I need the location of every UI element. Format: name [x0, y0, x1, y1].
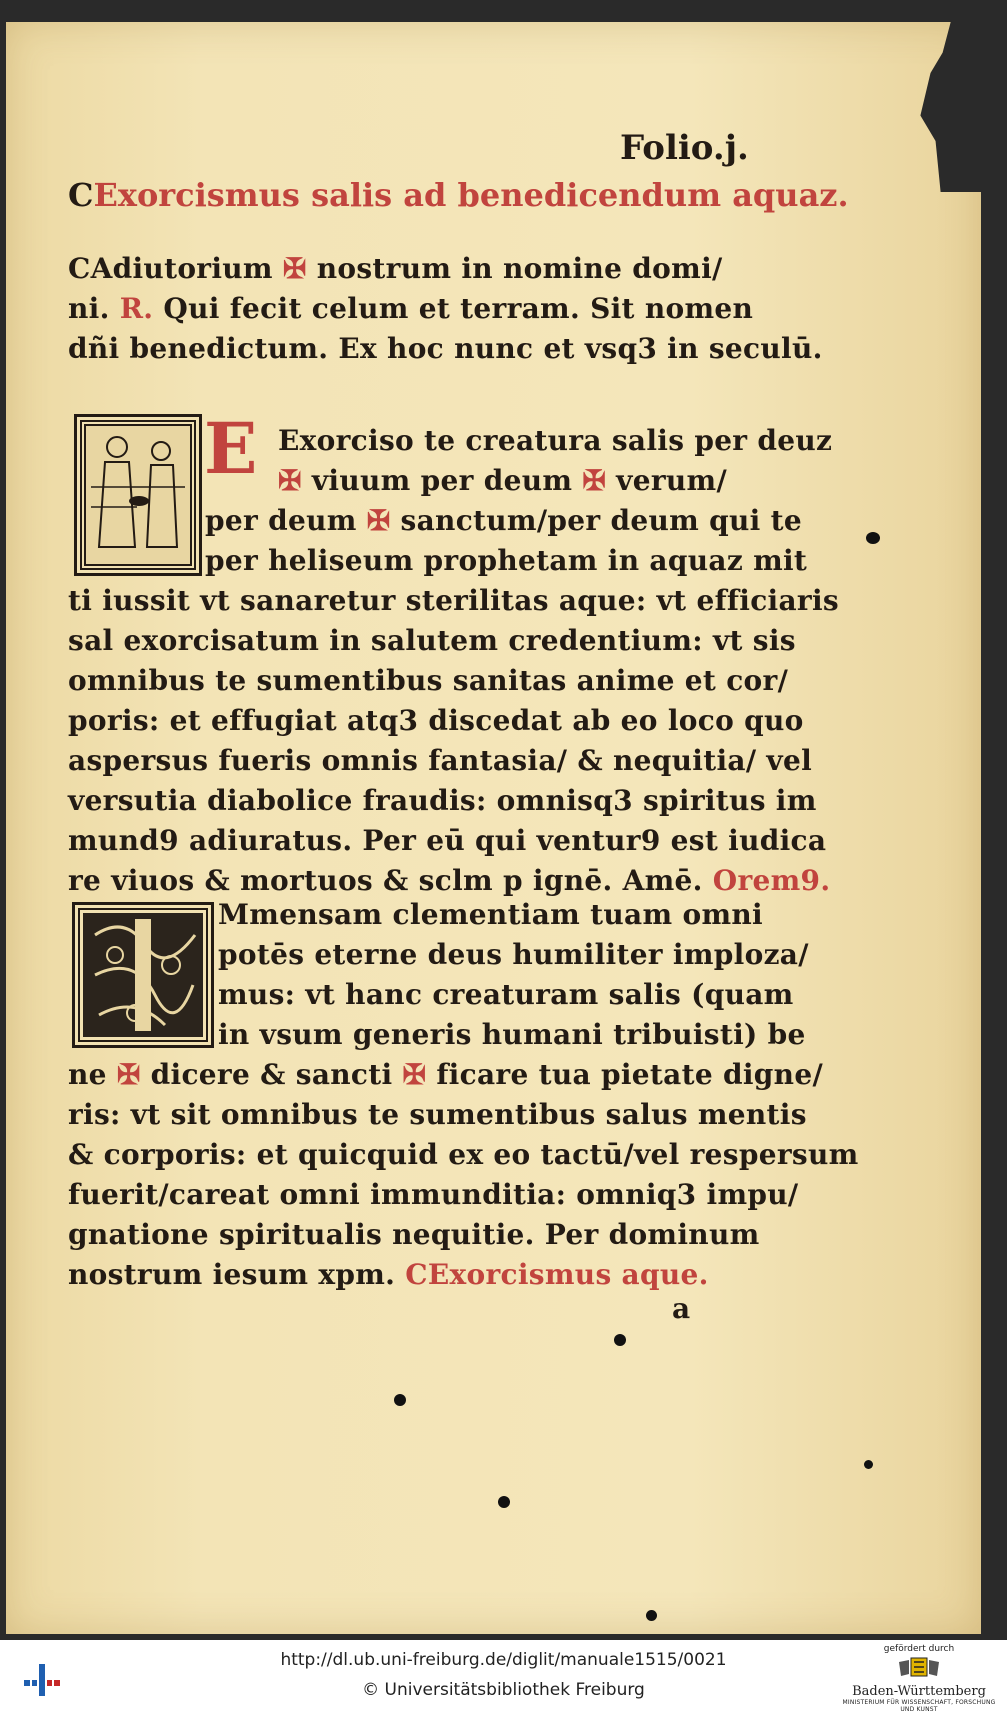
text-line: per heliseum prophetam in aquaz mit [205, 544, 808, 577]
text-line: & corporis: et quicquid ex eo tactū/vel respersum [68, 1138, 859, 1171]
initial-e: E [204, 407, 258, 490]
text-line: in vsum generis humani tribuisti) be [218, 1018, 806, 1051]
text-line: sal exorcisatum in salutem credentium: vt sis [68, 624, 796, 657]
sponsor-name: Baden-Württemberg [852, 1684, 986, 1699]
text-line: ✠ viuum per deum ✠ verum/ [278, 464, 727, 497]
pilcrow: C [68, 176, 94, 214]
text-line: poris: et effugiat atq3 discedat ab eo loco quo [68, 704, 804, 737]
text-line: ris: vt sit omnibus te sumentibus salus mentis [68, 1098, 807, 1131]
sponsor-ministry: MINISTERIUM FÜR WISSENSCHAFT, FORSCHUNG UND KUNST [842, 1699, 996, 1713]
woodcut-figures-icon [77, 417, 199, 573]
text-line: CAdiutorium ✠ nostrum in nomine domi/ [68, 252, 723, 285]
permalink-url[interactable]: http://dl.ub.uni-freiburg.de/diglit/manuale1515/0021 [280, 1650, 727, 1670]
sponsor-logo [839, 1644, 999, 1713]
ink-speck [646, 1610, 657, 1621]
ink-speck [864, 1460, 873, 1469]
woodcut-initial-i [72, 902, 214, 1048]
text-line: mus: vt hanc creaturam salis (quam [218, 978, 794, 1011]
text-line: gnatione spiritualis nequitie. Per dominum [68, 1218, 760, 1251]
text-line: dñi benedictum. Ex hoc nunc et vsq3 in seculū. [68, 332, 823, 365]
text-line: potēs eterne deus humiliter imploza/ [218, 938, 809, 971]
text-line: omnibus te sumentibus sanitas anime et cor/ [68, 664, 789, 697]
folio-number: Folio.j. [620, 128, 749, 168]
copyright-notice: © Universitätsbibliothek Freiburg [362, 1680, 645, 1700]
sponsor-caption: gefördert durch [883, 1644, 955, 1654]
text-line: Exorciso te creatura salis per deuz [278, 424, 833, 457]
text-line: ti iussit vt sanaretur sterilitas aque: vt efficiaris [68, 584, 839, 617]
text-line: mund9 adiuratus. Per eū qui ventur9 est iudica [68, 824, 827, 857]
text-line: fuerit/careat omni immunditia: omniq3 impu/ [68, 1178, 799, 1211]
woodcut-initial-e [74, 414, 202, 576]
ink-speck [614, 1334, 626, 1346]
ink-speck [866, 532, 880, 544]
text-line: aspersus fueris omnis fantasia/ & nequitia/ vel [68, 744, 813, 777]
text-line: versutia diabolice fraudis: omnisq3 spiritus im [68, 784, 817, 817]
viewer-footer [0, 1640, 1007, 1714]
floral-initial-icon [75, 905, 211, 1045]
signature-mark: a [672, 1292, 691, 1325]
exorcism-heading [68, 176, 849, 214]
text-line: ne ✠ dicere & sancti ✠ ficare tua pietate digne/ [68, 1058, 823, 1091]
text-line: ni. R. Qui fecit celum et terram. Sit nomen [68, 292, 754, 325]
text-line: Mmensam clementiam tuam omni [218, 898, 763, 931]
ink-speck [498, 1496, 510, 1508]
text-line: per deum ✠ sanctum/per deum qui te [205, 504, 802, 537]
ink-speck [394, 1394, 406, 1406]
text-line: re viuos & mortuos & sclm p ignē. Amē. Orem9. [68, 864, 831, 897]
heading-text: Exorcismus salis ad benedicendum aquaz. [93, 176, 849, 214]
state-coat-of-arms-icon [896, 1654, 942, 1680]
text-line: nostrum iesum xpm. CExorcismus aque. [68, 1258, 709, 1291]
